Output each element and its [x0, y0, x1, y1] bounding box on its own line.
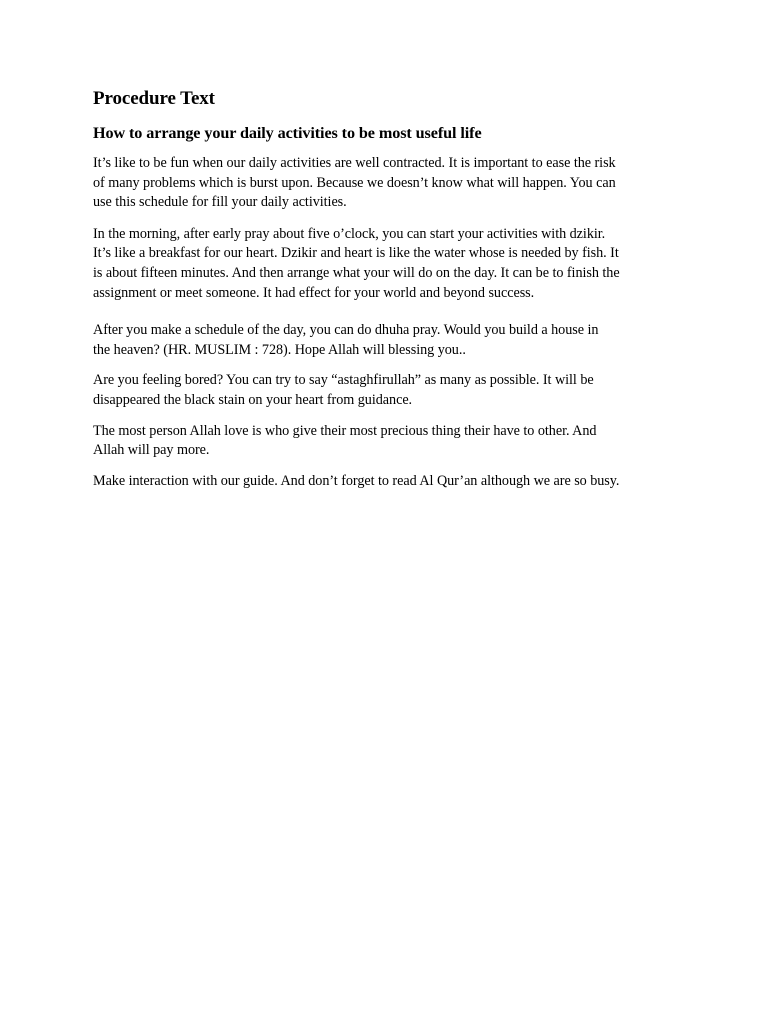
paragraph-giving: [93, 422, 683, 461]
paragraph-quran: [93, 472, 683, 492]
document-page: [93, 86, 683, 491]
paragraph-line: disappeared the black stain on your heart from guidance.: [93, 391, 413, 408]
paragraph-line: the heaven? (HR. MUSLIM : 728). Hope Allah will blessing you..: [93, 341, 466, 358]
paragraph-dhuha: [93, 321, 683, 360]
paragraph-line: In the morning, after early pray about five o’clock, you can start your activities with dzikir.: [93, 225, 606, 242]
paragraph-line: is about fifteen minutes. And then arrange what your will do on the day. It can be to finish the: [93, 264, 620, 281]
document-subtitle: How to arrange your daily activities to be most useful life: [93, 124, 482, 142]
paragraph-line: Are you feeling bored? You can try to say “astaghfirullah” as many as possible. It will be: [93, 372, 594, 389]
paragraph-line: The most person Allah love is who give their most precious thing their have to other. And: [93, 422, 597, 439]
paragraph-line: assignment or meet someone. It had effect for your world and beyond success.: [93, 284, 535, 301]
paragraph-line: After you make a schedule of the day, you can do dhuha pray. Would you build a house in: [93, 322, 599, 339]
paragraph-line: Allah will pay more.: [93, 442, 210, 459]
paragraph-line: It’s like a breakfast for our heart. Dzikir and heart is like the water whose is needed by fish. It: [93, 245, 619, 262]
paragraph-line: of many problems which is burst upon. Because we doesn’t know what will happen. You can: [93, 174, 616, 191]
paragraph-intro: [93, 154, 683, 213]
paragraph-line: use this schedule for fill your daily activities.: [93, 194, 347, 211]
document-title: Procedure Text: [93, 88, 215, 109]
paragraph-line: Make interaction with our guide. And don’t forget to read Al Qur’an although we are so busy.: [93, 472, 620, 489]
paragraph-line: It’s like to be fun when our daily activities are well contracted. It is important to ease the risk: [93, 155, 616, 171]
paragraph-morning: [93, 225, 683, 303]
paragraph-bored: [93, 371, 683, 410]
